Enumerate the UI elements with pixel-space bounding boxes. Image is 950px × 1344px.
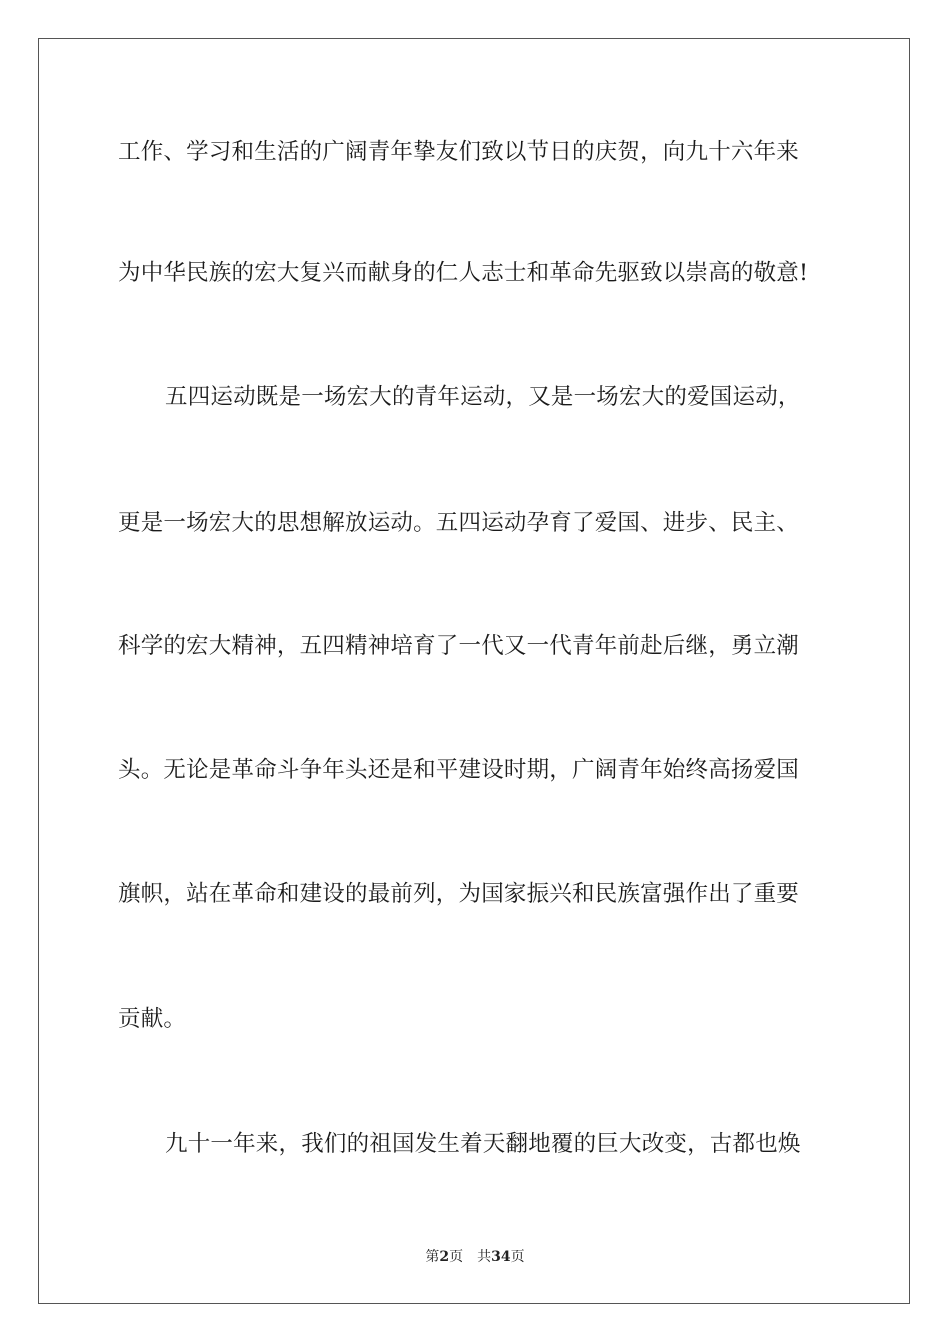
text-line-6: 头。无论是革命斗争年头还是和平建设时期，广阔青年始终高扬爱国 [118, 757, 800, 783]
total-prefix: 共 [477, 1249, 492, 1265]
text-line-3: 五四运动既是一场宏大的青年运动，又是一场宏大的爱国运动， [165, 384, 801, 410]
page-number: 2 [439, 1249, 450, 1265]
page-border [38, 38, 910, 1304]
text-line-5: 科学的宏大精神，五四精神培育了一代又一代青年前赴后继，勇立潮 [118, 633, 800, 659]
page-suffix: 页 [449, 1249, 464, 1265]
total-pages: 34 [491, 1249, 511, 1265]
text-line-7: 旗帜，站在革命和建设的最前列，为国家振兴和民族富强作出了重要 [118, 881, 800, 907]
text-line-9: 九十一年来，我们的祖国发生着天翻地覆的巨大改变，古都也焕 [165, 1131, 801, 1157]
total-suffix: 页 [510, 1249, 525, 1265]
text-line-4: 更是一场宏大的思想解放运动。五四运动孕育了爱国、进步、民主、 [118, 510, 800, 536]
text-line-8: 贡献。 [118, 1006, 187, 1032]
text-line-2: 为中华民族的宏大复兴而献身的仁人志士和革命先驱致以崇高的敬意! [118, 260, 809, 286]
text-line-1: 工作、学习和生活的广阔青年挚友们致以节日的庆贺，向九十六年来 [118, 139, 800, 165]
page-prefix: 第 [425, 1249, 440, 1265]
page-footer [0, 1247, 950, 1267]
